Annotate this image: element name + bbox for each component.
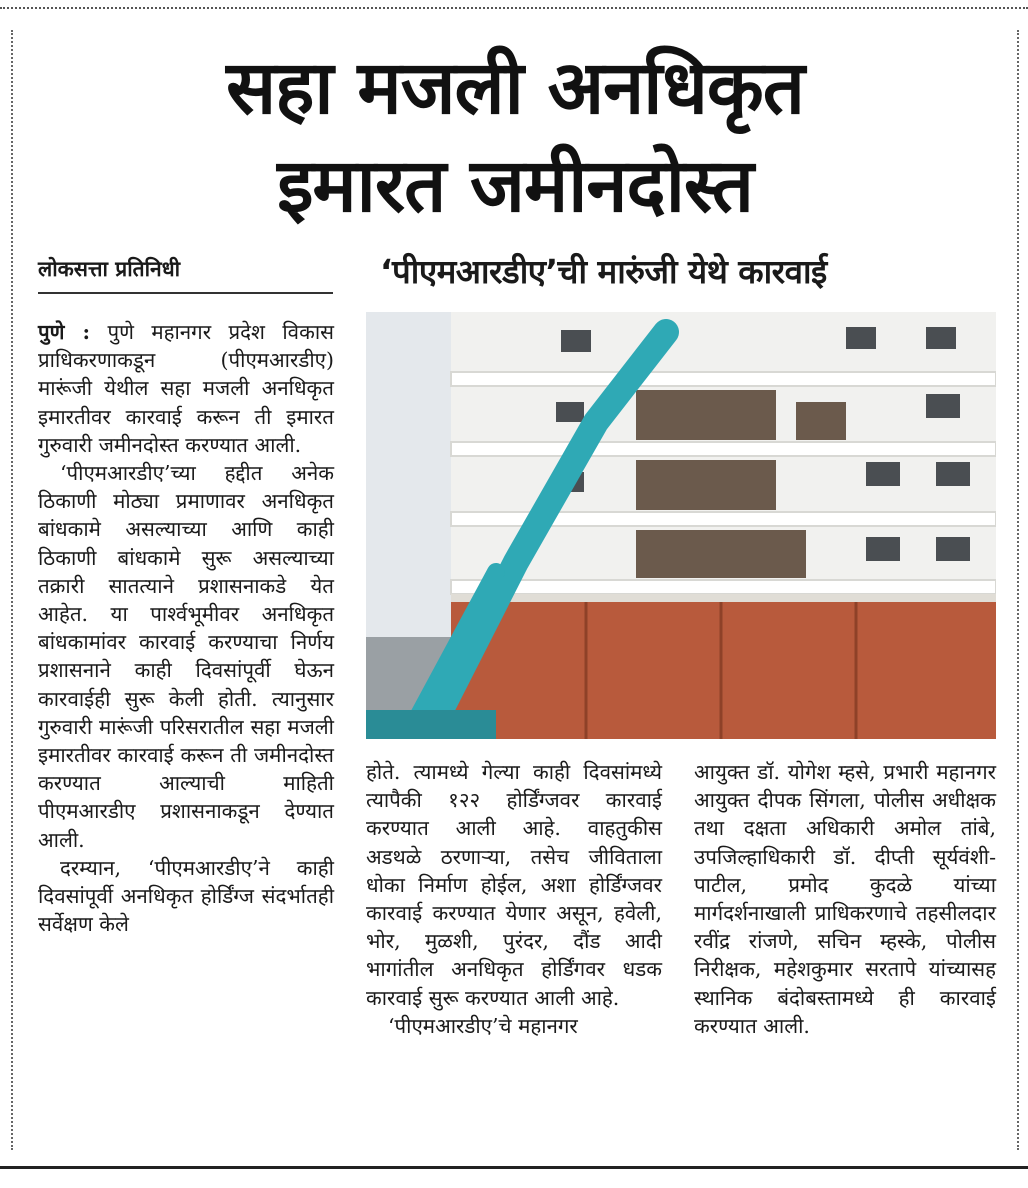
bottom-rule bbox=[0, 1166, 1028, 1169]
dateline: पुणे : bbox=[38, 320, 91, 344]
left-dotted-border bbox=[11, 30, 13, 1150]
shop-shutters bbox=[451, 602, 996, 739]
article-paragraph-3-start: दरम्यान, ‘पीएमआरडीए’ने काही दिवसांपूर्वी अनधिकृत होर्डिंग्ज संदर्भातही सर्वेक्षण केले bbox=[38, 855, 334, 937]
article-paragraph-2: ‘पीएमआरडीए’च्या हद्दीत अनेक ठिकाणी मोठ्या प्रमाणावर अनधिकृत बांधकामे असल्याच्या आणि काही ठिकाणी बांधकामे सुरू असल्याच्या तक्रारी सातत्याने प्रशासनाकडे येत आहेत. या पार्श्वभूमीवर अनधिकृत बांधकामांवर कारवाई करण्याचा निर्णय प्रशासनाने काही दिवसांपूर्वी घेऊन कारवाईही सुरू केली होती. त्यानुसार गुरुवारी मारूंजी परिसरातील सहा मजली इमारतीवर कारवाई करून ती जमीनदोस्त करण्यात आल्याची माहिती पीएमआरडीए प्रशासनाकडून देण्यात आली. bbox=[38, 461, 334, 852]
excavator-base bbox=[366, 710, 496, 739]
top-dotted-border bbox=[0, 7, 1028, 9]
window bbox=[556, 402, 584, 422]
window bbox=[561, 330, 591, 352]
window bbox=[926, 394, 960, 418]
window bbox=[936, 537, 970, 561]
floor-slab bbox=[451, 372, 996, 386]
floor-slab bbox=[451, 442, 996, 456]
floor-slab bbox=[451, 580, 996, 594]
right-dotted-border bbox=[1017, 30, 1019, 1150]
demolished-opening bbox=[636, 530, 806, 578]
window bbox=[866, 462, 900, 486]
window bbox=[866, 537, 900, 561]
article-paragraph-4-continued: आयुक्त डॉ. योगेश म्हसे, प्रभारी महानगर आयुक्त दीपक सिंगला, पोलीस अधीक्षक तथा दक्षता अधिकारी अमोल तांबे, उपजिल्हाधिकारी डॉ. दीप्ती सूर्यवंशी-पाटील, प्रमोद कुदळे यांच्या मार्गदर्शनाखाली प्राधिकरणाचे तहसीलदार रवींद्र रांजणे, सचिन म्हस्के, पोलीस निरीक्षक, महेशकुमार सरतापे यांच्यासह स्थानिक बंदोबस्तामध्ये ही कारवाई करण्यात आली. bbox=[694, 760, 996, 1038]
headline-line-1: सहा मजली अनधिकृत bbox=[226, 45, 804, 131]
article-column-2 bbox=[366, 758, 662, 1040]
window bbox=[936, 462, 970, 486]
byline: लोकसत्ता प्रतिनिधी bbox=[38, 257, 181, 281]
article-paragraph-4-start: ‘पीएमआरडीए’चे महानगर bbox=[388, 1013, 578, 1038]
demolished-opening bbox=[636, 390, 776, 440]
article-column-1 bbox=[38, 318, 334, 938]
demolished-opening bbox=[636, 460, 776, 510]
window bbox=[926, 327, 956, 349]
subheadline: ‘पीएमआरडीए’ची मारुंजी येथे कारवाई bbox=[380, 252, 827, 291]
paragraph-1-text: पुणे महानगर प्रदेश विकास प्राधिकरणाकडून (पीएमआरडीए) मारूंजी येथील सहा मजली अनधिकृत इमारतीवर कारवाई करून ती इमारत गुरुवारी जमीनदोस्त करण्यात आली. bbox=[38, 320, 334, 457]
shutter-lintel bbox=[451, 594, 996, 602]
byline-rule bbox=[38, 292, 333, 294]
article-paragraph-3-continued: होते. त्यामध्ये गेल्या काही दिवसांमध्ये त्यापैकी १२२ होर्डिंग्जवर कारवाई करण्यात आली आहे. वाहतुकीस अडथळे ठरणाऱ्या, तसेच जीविताला धोका निर्माण होईल, अशा होर्डिंग्जवर कारवाई करण्यात येणार असून, हवेली, भोर, मुळशी, पुरंदर, दौंड आदी भागांतील अनधिकृत होर्डिंगवर धडक कारवाई सुरू करण्यात आली आहे. bbox=[366, 760, 662, 1010]
demolished-opening bbox=[796, 402, 846, 440]
article-column-3 bbox=[694, 758, 996, 1040]
window bbox=[846, 327, 876, 349]
demolition-photo-illustration bbox=[366, 312, 996, 739]
article-paragraph-1 bbox=[38, 318, 334, 459]
news-photo bbox=[366, 312, 996, 739]
headline-line-2: इमारत जमीनदोस्त bbox=[277, 143, 753, 229]
